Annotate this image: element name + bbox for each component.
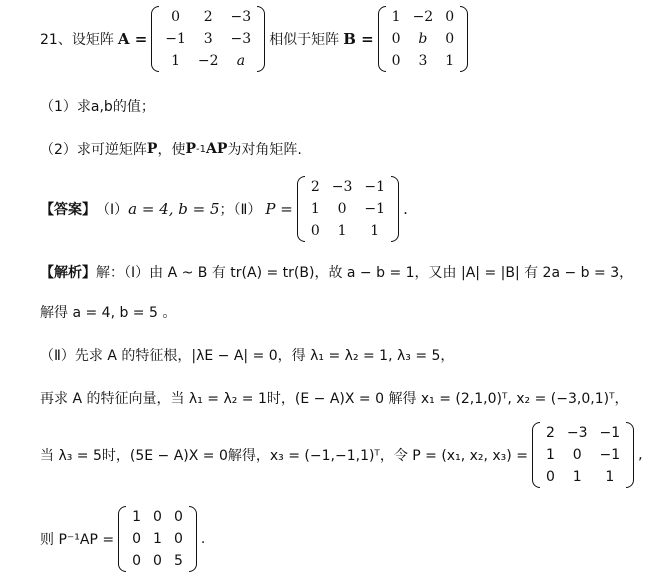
analysis-text-6-post: . xyxy=(200,531,206,547)
answer-sep: ；（Ⅱ） xyxy=(219,202,262,218)
matrix-p-2 xyxy=(532,422,634,488)
question-1-text: （1）求a,b的值； xyxy=(40,99,155,115)
analysis-line-5 xyxy=(40,422,643,488)
analysis-text-4: 再求 A 的特征向量，当 λ₁ = λ₂ = 1时，(E − A)X = 0 解得 x₁ = (2,1,0)ᵀ, x₂ = (−3,0,1)ᵀ， xyxy=(40,391,629,407)
matrix-cell: 0 xyxy=(153,553,162,569)
matrix-row xyxy=(386,50,460,72)
matrix-p xyxy=(297,176,399,242)
question-2-post: 为对角矩阵. xyxy=(227,142,302,158)
matrix-cell: −1 xyxy=(364,201,386,217)
matrix-row xyxy=(126,506,189,528)
matrix-cell: 0 xyxy=(153,509,162,525)
matrix-row xyxy=(386,6,460,28)
matrix-cell: 0 xyxy=(310,223,320,239)
matrix-cell: 3 xyxy=(418,53,428,69)
matrix-row xyxy=(126,550,189,572)
matrix-row xyxy=(159,28,257,50)
matrix-cell: 0 xyxy=(337,201,347,217)
matrix-cell: −3 xyxy=(230,9,252,25)
matrix-cell: −1 xyxy=(165,31,186,47)
matrix-cell: 0 xyxy=(572,447,582,463)
matrix-cell: 1 xyxy=(545,447,555,463)
problem-number: 21、设矩阵 xyxy=(40,32,114,48)
matrix-cell: a xyxy=(236,53,246,69)
matrix-cell: 0 xyxy=(391,31,401,47)
matrix-row xyxy=(540,444,626,466)
matrix-cell: b xyxy=(418,31,428,47)
matrix-cell: 0 xyxy=(391,53,401,69)
matrix-row xyxy=(159,50,257,72)
answer-part1: （Ⅰ） xyxy=(96,202,129,218)
matrix-a-label: A = xyxy=(117,30,148,48)
answer-P-label: P = xyxy=(265,200,293,218)
similar-text: 相似于矩阵 xyxy=(269,32,340,48)
answer-ab: a = 4, b = 5 xyxy=(128,200,220,218)
matrix-cell: 0 xyxy=(173,509,183,525)
matrix-cell: 1 xyxy=(391,9,401,25)
analysis-line-6 xyxy=(40,506,205,572)
matrix-cell: 0 xyxy=(545,469,555,485)
matrix-cell: 3 xyxy=(203,31,213,47)
answer-tag: 【答案】 xyxy=(40,202,96,218)
analysis-tag: 【解析】 xyxy=(40,265,96,281)
analysis-text-5: 当 λ₃ = 5时，(5E − A)X = 0解得，x₃ = (−1,−1,1)ᵀ，令 P = (x₁, x₂, x₃) = xyxy=(40,448,528,464)
matrix-cell: −3 xyxy=(331,179,353,195)
matrix-cell: 2 xyxy=(203,9,213,25)
matrix-cell: 1 xyxy=(310,201,320,217)
matrix-a xyxy=(151,6,265,72)
matrix-cell: 1 xyxy=(605,469,615,485)
analysis-line-1 xyxy=(40,262,633,282)
question-2-P: P xyxy=(146,141,158,157)
matrix-b-label: B = xyxy=(343,30,374,48)
matrix-cell: −3 xyxy=(566,425,588,441)
matrix-cell: 1 xyxy=(370,223,380,239)
question-2-exp: -1 xyxy=(195,143,206,155)
matrix-cell: 0 xyxy=(445,9,455,25)
question-2-expr-P: P xyxy=(185,141,196,157)
analysis-text-5-post: , xyxy=(638,447,643,463)
matrix-cell: 2 xyxy=(545,425,555,441)
matrix-cell: 5 xyxy=(173,553,183,569)
matrix-row xyxy=(305,198,391,220)
analysis-line-4 xyxy=(40,388,628,408)
matrix-cell: 2 xyxy=(310,179,320,195)
matrix-cell: −1 xyxy=(364,179,386,195)
matrix-cell: −1 xyxy=(599,425,621,441)
matrix-b xyxy=(378,6,468,72)
matrix-row xyxy=(159,6,257,28)
matrix-row xyxy=(386,28,460,50)
matrix-cell: −2 xyxy=(197,53,219,69)
question-2-mid: ，使 xyxy=(157,142,186,158)
matrix-cell: 0 xyxy=(173,531,183,547)
matrix-cell: 0 xyxy=(445,31,455,47)
analysis-text-3: （Ⅱ）先求 A 的特征根，|λE − A| = 0，得 λ₁ = λ₂ = 1, λ₃ = 5， xyxy=(40,348,455,364)
question-2-expr-AP: AP xyxy=(205,141,228,157)
matrix-cell: 0 xyxy=(132,531,142,547)
matrix-cell: 0 xyxy=(132,553,142,569)
analysis-text-1: 解：（Ⅰ）由 A ~ B 有 tr(A) = tr(B)，故 a − b = 1，又由 |A| = |B| 有 2a − b = 3， xyxy=(96,265,634,281)
problem-statement xyxy=(40,6,472,72)
analysis-line-3 xyxy=(40,345,454,365)
matrix-cell: 1 xyxy=(445,53,455,69)
matrix-cell: 1 xyxy=(171,53,181,69)
matrix-row xyxy=(126,528,189,550)
matrix-cell: 0 xyxy=(171,9,181,25)
matrix-cell: −2 xyxy=(412,9,434,25)
matrix-row xyxy=(305,176,391,198)
matrix-cell: 1 xyxy=(132,509,142,525)
question-1 xyxy=(40,96,155,116)
answer-line xyxy=(40,176,408,242)
matrix-cell: 1 xyxy=(572,469,582,485)
matrix-diagonal xyxy=(118,506,197,572)
matrix-cell: 1 xyxy=(153,531,162,547)
matrix-cell: 1 xyxy=(337,223,347,239)
matrix-cell: −1 xyxy=(599,447,621,463)
question-2 xyxy=(40,139,302,159)
analysis-line-2 xyxy=(40,302,176,322)
analysis-text-6: 则 P⁻¹AP = xyxy=(40,532,115,548)
matrix-row xyxy=(540,422,626,444)
question-2-pre: （2）求可逆矩阵 xyxy=(40,142,147,158)
analysis-text-2: 解得 a = 4, b = 5 。 xyxy=(40,305,177,321)
answer-end: . xyxy=(403,200,408,218)
matrix-row xyxy=(540,466,626,488)
matrix-row xyxy=(305,220,391,242)
matrix-cell: −3 xyxy=(230,31,252,47)
